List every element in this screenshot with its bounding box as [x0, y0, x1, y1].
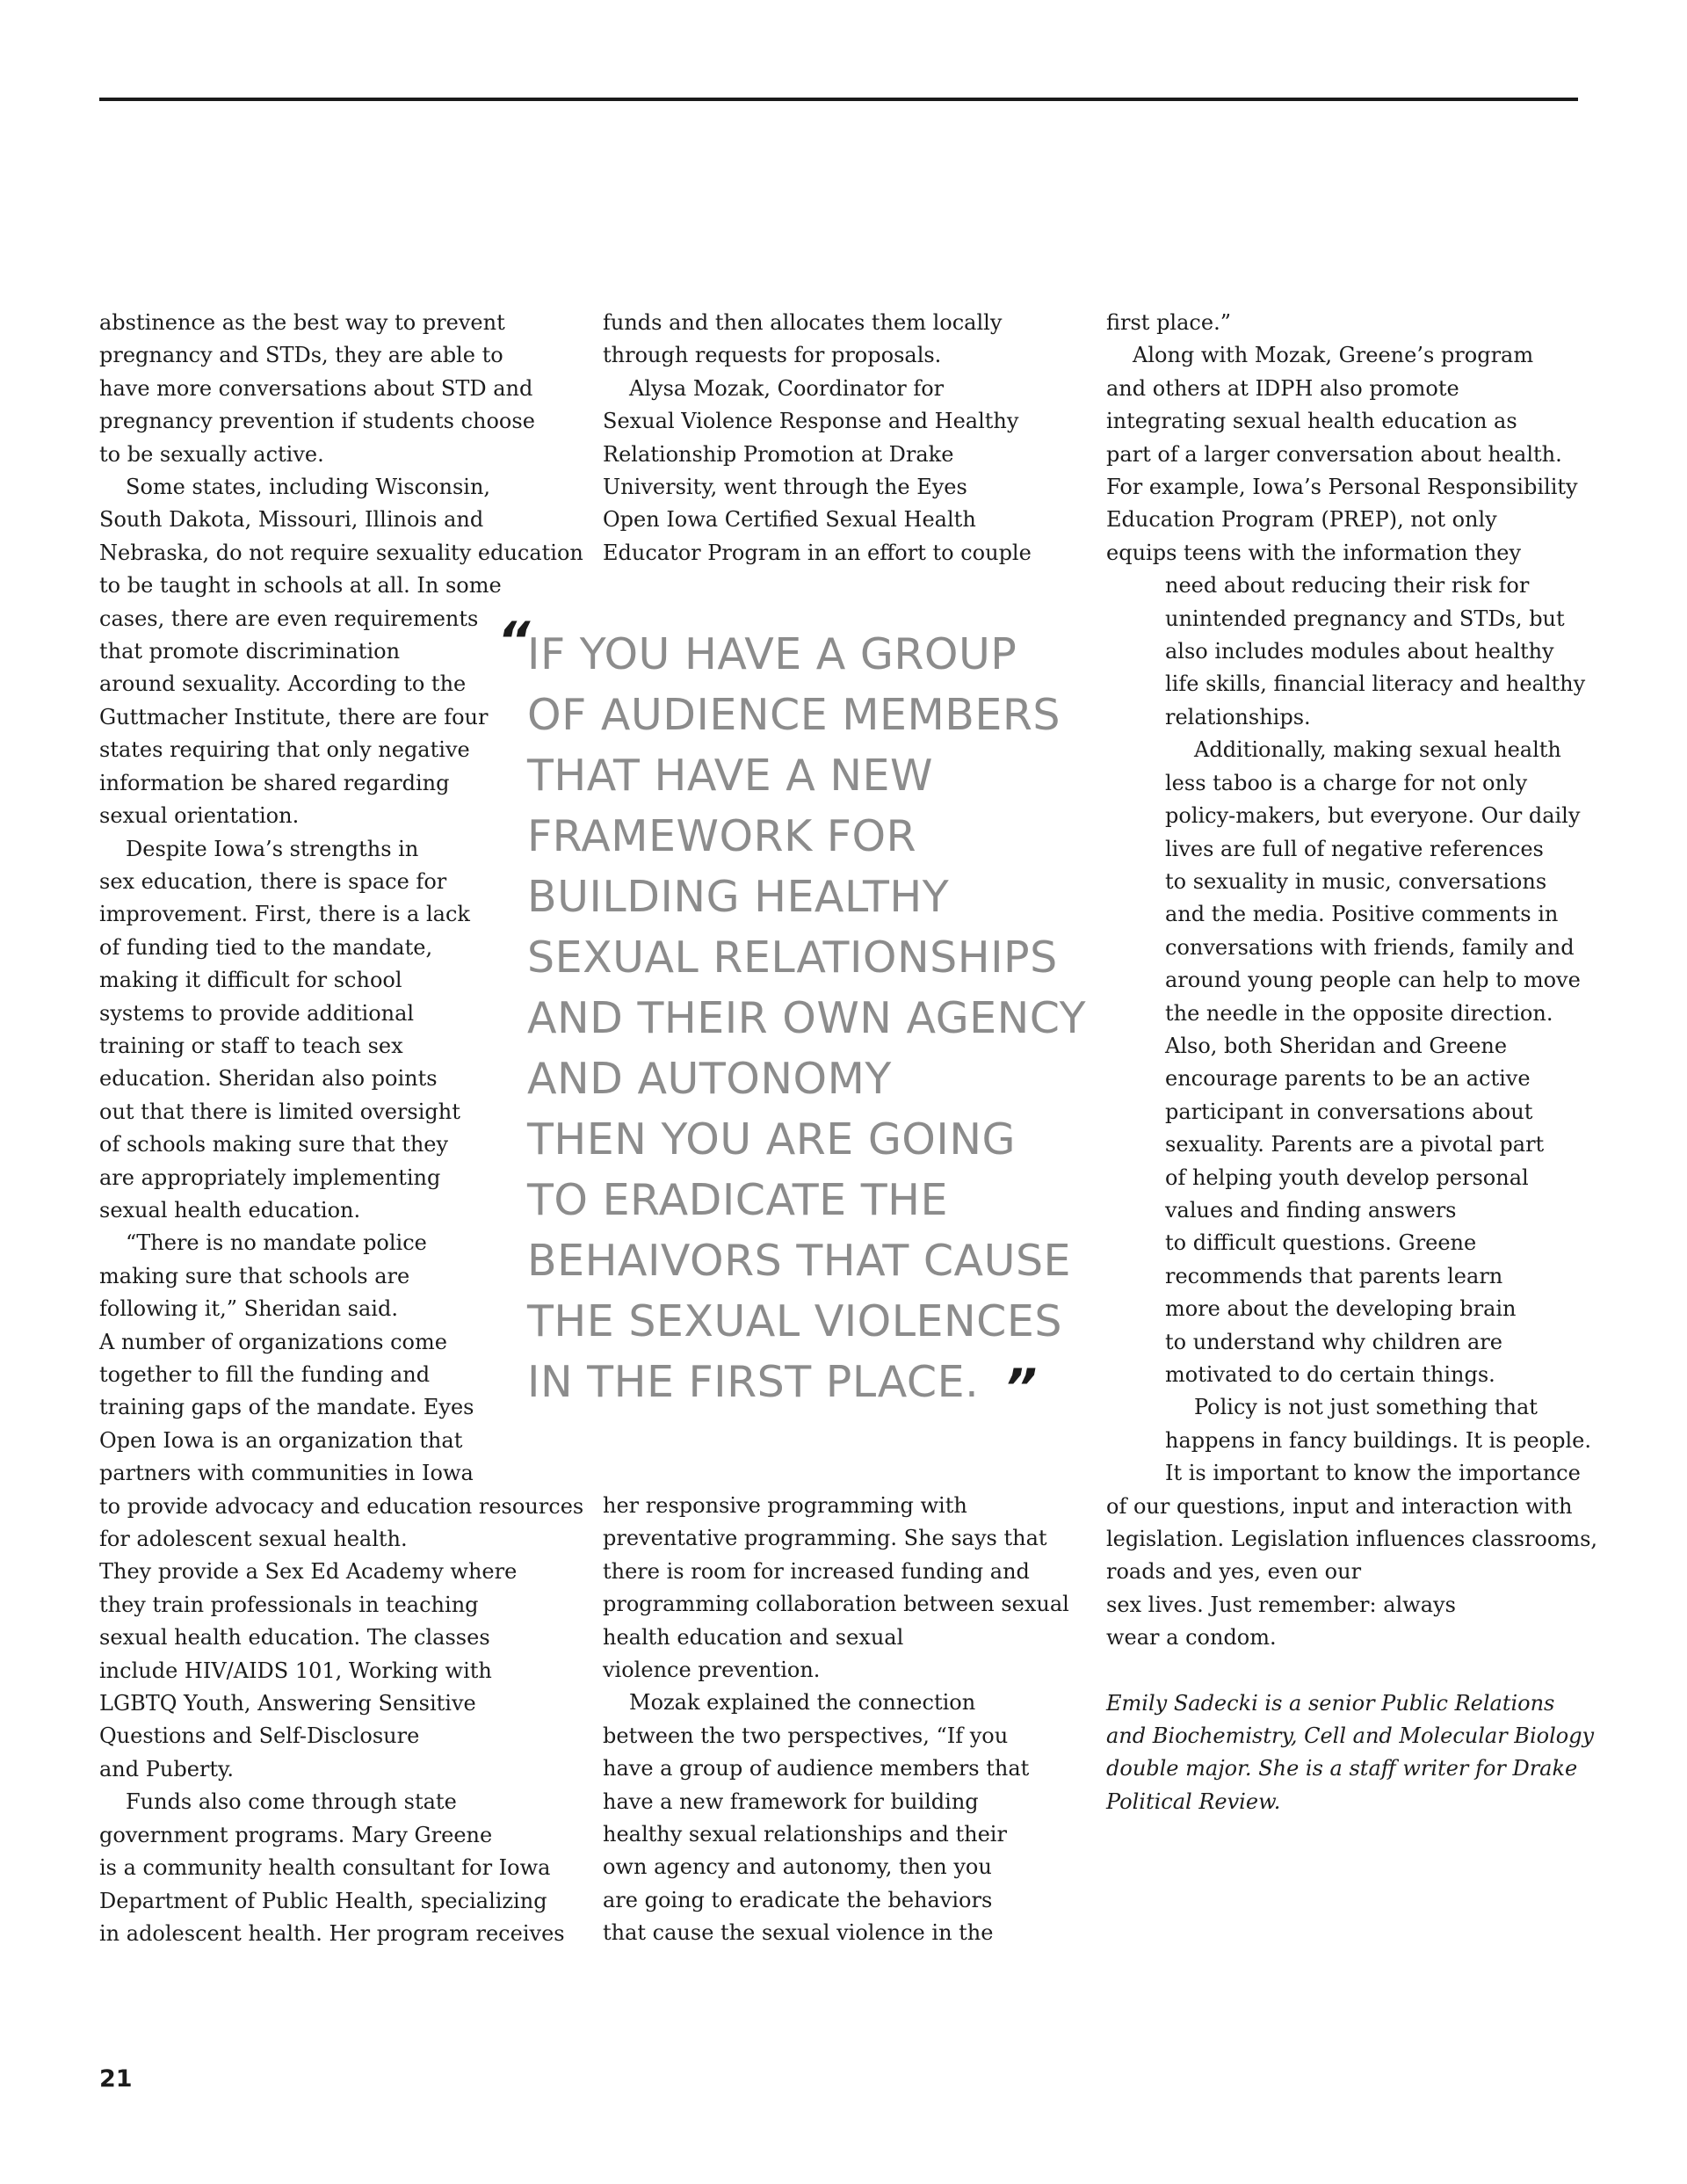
text-line: making sure that schools are — [99, 1263, 410, 1288]
text-line: between the two perspectives, “If you — [603, 1723, 1009, 1748]
text-line: Some states, including Wisconsin, — [126, 475, 491, 500]
text-line: unintended pregnancy and STDs, but — [1165, 606, 1565, 631]
text-line: A number of organizations come — [99, 1329, 447, 1354]
text-line: health education and sexual — [603, 1624, 904, 1650]
column-3-narrow-section — [1165, 570, 1598, 1490]
text-line: Department of Public Health, specializing — [99, 1888, 547, 1913]
pull-quote-line: AND AUTONOMY — [527, 1054, 892, 1104]
text-line: there is room for increased funding and — [603, 1558, 1030, 1584]
text-line: integrating sexual health education as — [1106, 409, 1517, 434]
text-line: government programs. Mary Greene — [99, 1822, 493, 1847]
text-line: that cause the sexual violence in the — [603, 1920, 994, 1946]
text-line: of funding tied to the mandate, — [99, 934, 433, 960]
text-line: to understand why children are — [1165, 1329, 1502, 1354]
pull-quote-line: OF AUDIENCE MEMBERS — [527, 690, 1061, 740]
text-line: policy-makers, but everyone. Our daily — [1165, 803, 1581, 829]
text-line: around sexuality. According to the — [99, 671, 467, 697]
text-line: Questions and Self-Disclosure — [99, 1723, 420, 1749]
text-line: equips teens with the information they — [1106, 540, 1522, 565]
text-line: first place.” — [1106, 310, 1231, 335]
text-line: sexual orientation. — [99, 803, 300, 829]
text-line: participant in conversations about — [1165, 1099, 1533, 1124]
text-line: Nebraska, do not require sexuality education — [99, 540, 583, 565]
text-line: making it difficult for school — [99, 968, 402, 993]
pull-quote-open-mark: “ — [497, 611, 531, 671]
author-bio-line: Emily Sadecki is a senior Public Relations — [1106, 1690, 1555, 1716]
text-line: and the media. Positive comments in — [1165, 902, 1559, 927]
author-bio-line: Political Review. — [1106, 1789, 1281, 1814]
pull-quote-line: BUILDING HEALTHY — [527, 872, 950, 922]
text-line: partners with communities in Iowa — [99, 1461, 474, 1486]
text-line: to sexuality in music, conversations — [1165, 868, 1547, 894]
text-line: of our questions, input and interaction with — [1106, 1493, 1573, 1519]
text-line: Alysa Mozak, Coordinator for — [629, 375, 945, 401]
article-column-3 — [1106, 307, 1598, 1818]
text-line: training or staff to teach sex — [99, 1033, 403, 1058]
pull-quote-line: IF YOU HAVE A GROUP — [527, 629, 1017, 679]
text-line: life skills, financial literacy and healthy — [1165, 671, 1586, 697]
text-line: systems to provide additional — [99, 1000, 415, 1026]
text-line: Additionally, making sexual health — [1194, 737, 1561, 763]
text-line: following it,” Sheridan said. — [99, 1296, 398, 1322]
pull-quote-line: FRAMEWORK FOR — [527, 811, 917, 861]
text-line: are going to eradicate the behaviors — [603, 1887, 993, 1912]
page-number: 21 — [99, 2065, 133, 2093]
pull-quote-line: THEN YOU ARE GOING — [527, 1114, 1016, 1165]
text-line: recommends that parents learn — [1165, 1263, 1503, 1288]
text-line: around young people can help to move — [1165, 968, 1581, 993]
author-bio-line: and Biochemistry, Cell and Molecular Biology — [1106, 1723, 1595, 1749]
text-line: pregnancy prevention if students choose — [99, 409, 535, 434]
text-line: Funds also come through state — [126, 1789, 457, 1815]
text-line: more about the developing brain — [1165, 1296, 1517, 1322]
text-line: include HIV/AIDS 101, Working with — [99, 1658, 492, 1683]
pull-quote — [527, 624, 1087, 1418]
text-line: pregnancy and STDs, they are able to — [99, 343, 503, 368]
spacer — [1106, 1655, 1598, 1687]
text-line: her responsive programming with — [603, 1493, 967, 1518]
pull-quote-line: TO ERADICATE THE — [527, 1175, 948, 1225]
text-line: Sexual Violence Response and Healthy — [603, 409, 1019, 434]
text-line: out that there is limited oversight — [99, 1099, 460, 1124]
text-line: have more conversations about STD and — [99, 375, 533, 401]
pull-quote-line: THAT HAVE A NEW — [527, 751, 933, 801]
text-line: violence prevention. — [603, 1658, 821, 1683]
text-line: Despite Iowa’s strengths in — [126, 836, 419, 861]
text-line: and Puberty. — [99, 1756, 235, 1781]
text-line: Open Iowa is an organization that — [99, 1427, 463, 1453]
text-line: through requests for proposals. — [603, 343, 942, 368]
text-line: together to fill the funding and — [99, 1362, 431, 1387]
text-line: sex education, there is space for — [99, 868, 447, 894]
text-line: of schools making sure that they — [99, 1132, 449, 1157]
article-column-1 — [99, 307, 584, 1950]
text-line: sexual health education. The classes — [99, 1625, 490, 1651]
text-line: have a new framework for building — [603, 1789, 979, 1814]
text-line: information be shared regarding — [99, 770, 450, 795]
text-line: legislation. Legislation influences classrooms, — [1106, 1527, 1598, 1552]
text-line: LGBTQ Youth, Answering Sensitive — [99, 1691, 476, 1716]
text-line: cases, there are even requirements — [99, 606, 479, 631]
text-line: For example, Iowa’s Personal Responsibility — [1106, 475, 1578, 500]
text-line: “There is no mandate police — [126, 1230, 427, 1256]
text-line: part of a larger conversation about health. — [1106, 441, 1562, 467]
text-line: to provide advocacy and education resources — [99, 1493, 584, 1519]
text-line: own agency and autonomy, then you — [603, 1854, 992, 1880]
pull-quote-line: THE SEXUAL VIOLENCES — [527, 1296, 1062, 1346]
text-line: motivated to do certain things. — [1165, 1362, 1495, 1387]
text-line: in adolescent health. Her program receives — [99, 1920, 565, 1946]
text-line: have a group of audience members that — [603, 1756, 1030, 1781]
article-column-2-top — [603, 307, 1095, 570]
text-line: conversations with friends, family and — [1165, 934, 1575, 960]
text-line: to be sexually active. — [99, 441, 324, 467]
text-line: the needle in the opposite direction. — [1165, 1000, 1553, 1026]
text-line: healthy sexual relationships and their — [603, 1822, 1007, 1847]
text-line: Along with Mozak, Greene’s program — [1133, 343, 1534, 368]
text-line: are appropriately implementing — [99, 1165, 441, 1190]
text-line: improvement. First, there is a lack — [99, 902, 470, 927]
text-line: of helping youth develop personal — [1165, 1165, 1529, 1190]
text-line: they train professionals in teaching — [99, 1592, 479, 1617]
text-line: for adolescent sexual health. — [99, 1527, 408, 1552]
header-rule — [99, 98, 1578, 101]
text-line: funds and then allocates them locally — [603, 310, 1003, 335]
text-line: They provide a Sex Ed Academy where — [99, 1559, 518, 1585]
text-line: Also, both Sheridan and Greene — [1165, 1033, 1508, 1058]
text-line: happens in fancy buildings. It is people. — [1165, 1427, 1592, 1453]
text-line: training gaps of the mandate. Eyes — [99, 1395, 474, 1420]
text-line: abstinence as the best way to prevent — [99, 310, 505, 335]
text-line: It is important to know the importance — [1165, 1461, 1581, 1486]
pull-quote-line: IN THE FIRST PLACE. — [527, 1357, 980, 1407]
text-line: Policy is not just something that — [1194, 1395, 1538, 1420]
text-line: encourage parents to be an active — [1165, 1066, 1531, 1092]
text-line: that promote discrimination — [99, 639, 401, 664]
text-line: relationships. — [1165, 704, 1311, 729]
text-line: to be taught in schools at all. In some — [99, 573, 502, 599]
text-line: is a community health consultant for Iowa — [99, 1855, 551, 1881]
text-line: sex lives. Just remember: always — [1106, 1592, 1456, 1617]
text-line: University, went through the Eyes — [603, 475, 967, 500]
text-line: and others at IDPH also promote — [1106, 375, 1459, 401]
pull-quote-line: SEXUAL RELATIONSHIPS — [527, 932, 1058, 983]
text-line: states requiring that only negative — [99, 737, 470, 763]
text-line: Relationship Promotion at Drake — [603, 441, 954, 467]
pull-quote-close-mark: ” — [1004, 1358, 1038, 1418]
text-line: Guttmacher Institute, there are four — [99, 704, 489, 729]
text-line: roads and yes, even our — [1106, 1559, 1362, 1585]
text-line: South Dakota, Missouri, Illinois and — [99, 507, 484, 533]
text-line: less taboo is a charge for not only — [1165, 770, 1528, 795]
text-line: values and finding answers — [1165, 1197, 1457, 1223]
text-line: Open Iowa Certified Sexual Health — [603, 507, 976, 533]
text-line: sexual health education. — [99, 1197, 361, 1223]
author-bio-line: double major. She is a staff writer for Drake — [1106, 1756, 1578, 1781]
text-line: sexuality. Parents are a pivotal part — [1165, 1132, 1545, 1157]
text-line: lives are full of negative references — [1165, 836, 1544, 861]
text-line: Mozak explained the connection — [629, 1690, 976, 1716]
text-line: Educator Program in an effort to couple — [603, 540, 1032, 565]
text-line: need about reducing their risk for — [1165, 573, 1530, 599]
pull-quote-line: AND THEIR OWN AGENCY — [527, 993, 1087, 1043]
text-line: also includes modules about healthy — [1165, 639, 1554, 664]
pull-quote-line: BEHAIVORS THAT CAUSE — [527, 1236, 1072, 1286]
text-line: programming collaboration between sexual — [603, 1592, 1069, 1617]
text-line: preventative programming. She says that — [603, 1526, 1047, 1551]
text-line: education. Sheridan also points — [99, 1066, 438, 1092]
text-line: Education Program (PREP), not only — [1106, 507, 1497, 533]
article-column-2-bottom — [603, 1490, 1095, 1950]
text-line: wear a condom. — [1106, 1625, 1277, 1651]
text-line: to difficult questions. Greene — [1165, 1230, 1477, 1256]
